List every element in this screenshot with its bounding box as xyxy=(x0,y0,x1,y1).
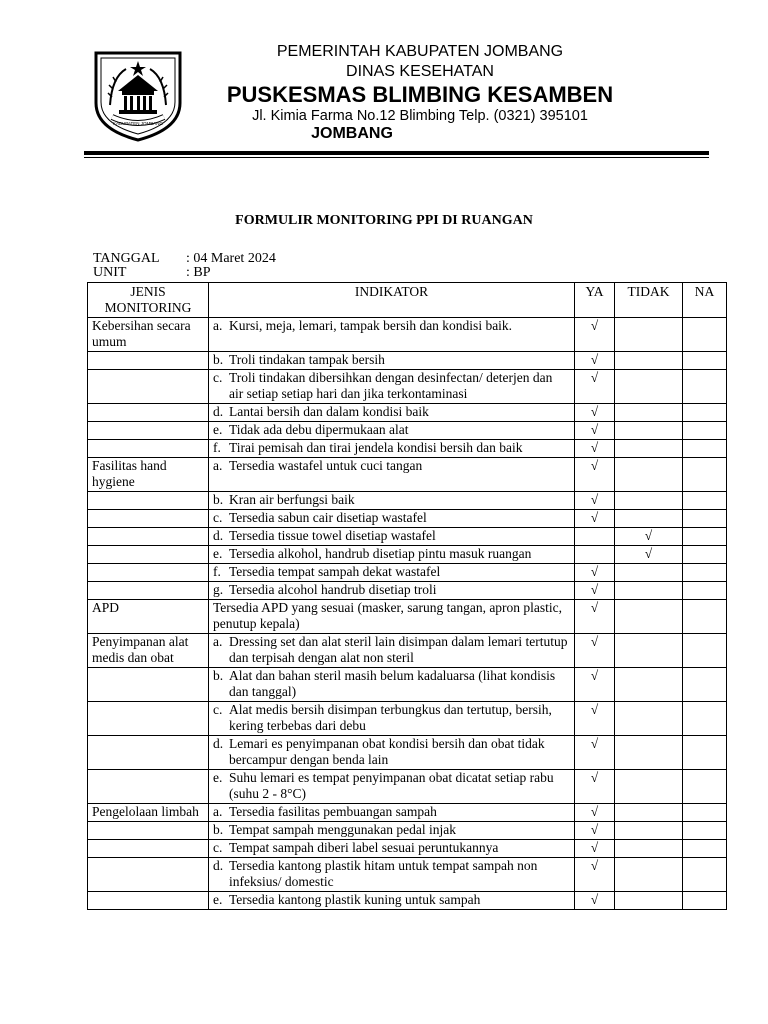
indicator-wrap xyxy=(213,804,570,820)
check-na xyxy=(683,822,727,840)
check-ya: √ xyxy=(575,458,615,492)
header-na: NA xyxy=(683,283,727,318)
form-title: FORMULIR MONITORING PPI DI RUANGAN xyxy=(235,213,533,228)
indicator-text: Troli tindakan dibersihkan dengan desinfectan/ deterjen dan air setiap setiap hari dan jika terkontaminasi xyxy=(229,370,553,401)
check-tidak xyxy=(615,458,683,492)
indicator-wrap xyxy=(213,528,570,544)
row-category xyxy=(88,546,209,564)
check-na xyxy=(683,668,727,702)
indicator-wrap xyxy=(213,582,570,598)
row-indicator xyxy=(209,634,575,668)
indicator-wrap xyxy=(213,858,570,890)
indicator-wrap xyxy=(213,370,570,402)
check-tidak xyxy=(615,404,683,422)
row-indicator xyxy=(209,582,575,600)
check-tidak xyxy=(615,510,683,528)
row-indicator xyxy=(209,370,575,404)
check-tidak xyxy=(615,822,683,840)
check-tidak xyxy=(615,422,683,440)
check-tidak xyxy=(615,892,683,910)
check-ya xyxy=(575,528,615,546)
indicator-wrap xyxy=(213,458,570,474)
table-row xyxy=(88,804,727,822)
row-indicator xyxy=(209,736,575,770)
row-category xyxy=(88,582,209,600)
row-indicator xyxy=(209,318,575,352)
check-na xyxy=(683,840,727,858)
indicator-text: Tersedia kantong plastik kuning untuk sampah xyxy=(229,892,481,907)
check-ya: √ xyxy=(575,840,615,858)
check-ya: √ xyxy=(575,318,615,352)
indicator-letter: d. xyxy=(213,404,224,419)
indicator-wrap xyxy=(213,840,570,856)
indicator-text: Alat medis bersih disimpan terbungkus dan tertutup, bersih, kering terbebas dari debu xyxy=(229,702,552,733)
indicator-letter: f. xyxy=(213,564,221,579)
indicator-letter: d. xyxy=(213,528,224,543)
row-category: APD xyxy=(88,600,209,634)
indicator-wrap xyxy=(213,736,570,768)
table-row xyxy=(88,564,727,582)
row-indicator xyxy=(209,492,575,510)
check-na xyxy=(683,492,727,510)
row-indicator xyxy=(209,546,575,564)
table-row xyxy=(88,822,727,840)
indicator-wrap xyxy=(213,822,570,838)
row-indicator xyxy=(209,770,575,804)
table-row xyxy=(88,702,727,736)
check-tidak: √ xyxy=(615,528,683,546)
table-row xyxy=(88,440,727,458)
check-ya: √ xyxy=(575,702,615,736)
check-na xyxy=(683,770,727,804)
row-indicator xyxy=(209,822,575,840)
check-ya: √ xyxy=(575,564,615,582)
indicator-wrap xyxy=(213,492,570,508)
check-na xyxy=(683,736,727,770)
check-ya: √ xyxy=(575,822,615,840)
table-row xyxy=(88,422,727,440)
check-na xyxy=(683,404,727,422)
row-category xyxy=(88,422,209,440)
check-na xyxy=(683,510,727,528)
check-na xyxy=(683,600,727,634)
row-category xyxy=(88,528,209,546)
table-row xyxy=(88,600,727,634)
row-indicator xyxy=(209,510,575,528)
table-row xyxy=(88,736,727,770)
header-department: DINAS KESEHATAN xyxy=(346,63,494,80)
indicator-text: Suhu lemari es tempat penyimpanan obat dicatat setiap rabu (suhu 2 - 8°C) xyxy=(229,770,554,801)
row-category xyxy=(88,770,209,804)
check-tidak xyxy=(615,600,683,634)
table-row xyxy=(88,370,727,404)
check-tidak xyxy=(615,564,683,582)
check-tidak xyxy=(615,440,683,458)
indicator-wrap xyxy=(213,600,570,632)
check-na xyxy=(683,702,727,736)
check-ya: √ xyxy=(575,370,615,404)
row-indicator xyxy=(209,702,575,736)
row-category: Fasilitas hand hygiene xyxy=(88,458,209,492)
row-indicator xyxy=(209,422,575,440)
row-category xyxy=(88,370,209,404)
table-header-row xyxy=(88,283,727,318)
monitoring-table xyxy=(87,282,727,910)
check-ya: √ xyxy=(575,422,615,440)
table-row xyxy=(88,546,727,564)
row-category xyxy=(88,404,209,422)
indicator-text: Tersedia alcohol handrub disetiap troli xyxy=(229,582,437,597)
check-tidak xyxy=(615,668,683,702)
check-ya xyxy=(575,546,615,564)
table-row xyxy=(88,858,727,892)
header-government: PEMERINTAH KABUPATEN JOMBANG xyxy=(276,43,564,60)
table-row xyxy=(88,840,727,858)
indicator-wrap xyxy=(213,440,570,456)
indicator-text: Lemari es penyimpanan obat kondisi bersih dan obat tidak bercampur dengan benda lain xyxy=(229,736,545,767)
indicator-wrap xyxy=(213,422,570,438)
check-na xyxy=(683,634,727,668)
indicator-wrap xyxy=(213,564,570,580)
check-na xyxy=(683,804,727,822)
header-institution: PUSKESMAS BLIMBING KESAMBEN xyxy=(226,82,614,107)
row-category xyxy=(88,822,209,840)
table-row xyxy=(88,634,727,668)
check-ya: √ xyxy=(575,804,615,822)
row-indicator xyxy=(209,858,575,892)
table-row xyxy=(88,510,727,528)
check-ya: √ xyxy=(575,492,615,510)
table-row xyxy=(88,582,727,600)
check-na xyxy=(683,582,727,600)
row-category xyxy=(88,510,209,528)
row-category xyxy=(88,858,209,892)
indicator-letter: c. xyxy=(213,510,223,525)
indicator-wrap xyxy=(213,668,570,700)
indicator-text: Tempat sampah diberi label sesuai peruntukannya xyxy=(229,840,499,855)
check-tidak xyxy=(615,582,683,600)
check-tidak xyxy=(615,840,683,858)
check-ya: √ xyxy=(575,582,615,600)
check-tidak xyxy=(615,858,683,892)
row-indicator xyxy=(209,600,575,634)
check-ya: √ xyxy=(575,634,615,668)
row-category: Pengelolaan limbah xyxy=(88,804,209,822)
check-ya: √ xyxy=(575,736,615,770)
row-category xyxy=(88,736,209,770)
row-category xyxy=(88,352,209,370)
indicator-text: Tersedia sabun cair disetiap wastafel xyxy=(229,510,427,525)
table-body xyxy=(88,318,727,910)
check-na xyxy=(683,858,727,892)
check-tidak xyxy=(615,702,683,736)
indicator-letter: c. xyxy=(213,370,223,385)
table-row xyxy=(88,528,727,546)
indicator-letter: d. xyxy=(213,858,224,873)
header-ya: YA xyxy=(575,283,615,318)
table-row xyxy=(88,318,727,352)
check-ya: √ xyxy=(575,892,615,910)
header-divider-thick xyxy=(84,151,709,155)
indicator-wrap xyxy=(213,892,570,908)
row-indicator xyxy=(209,404,575,422)
indicator-text: Tirai pemisah dan tirai jendela kondisi bersih dan baik xyxy=(229,440,523,455)
table-row xyxy=(88,404,727,422)
indicator-text: Kran air berfungsi baik xyxy=(229,492,355,507)
check-tidak xyxy=(615,736,683,770)
check-tidak xyxy=(615,318,683,352)
indicator-text: Troli tindakan tampak bersih xyxy=(229,352,385,367)
row-indicator xyxy=(209,840,575,858)
check-ya: √ xyxy=(575,668,615,702)
indicator-wrap xyxy=(213,546,570,562)
indicator-text: Lantai bersih dan dalam kondisi baik xyxy=(229,404,429,419)
row-indicator xyxy=(209,892,575,910)
check-tidak xyxy=(615,352,683,370)
indicator-text: Tidak ada debu dipermukaan alat xyxy=(229,422,409,437)
indicator-wrap xyxy=(213,510,570,526)
indicator-text: Tersedia wastafel untuk cuci tangan xyxy=(229,458,423,473)
row-indicator xyxy=(209,440,575,458)
tanggal-value: : 04 Maret 2024 xyxy=(186,251,276,266)
check-ya: √ xyxy=(575,510,615,528)
indicator-wrap xyxy=(213,318,570,334)
indicator-text: Tersedia tissue towel disetiap wastafel xyxy=(229,528,436,543)
indicator-text: Tersedia fasilitas pembuangan sampah xyxy=(229,804,437,819)
table-row xyxy=(88,492,727,510)
check-tidak xyxy=(615,770,683,804)
check-na xyxy=(683,352,727,370)
row-category xyxy=(88,668,209,702)
check-na xyxy=(683,422,727,440)
check-na xyxy=(683,564,727,582)
indicator-letter: e. xyxy=(213,546,223,561)
row-category xyxy=(88,840,209,858)
check-na xyxy=(683,546,727,564)
indicator-letter: c. xyxy=(213,840,223,855)
unit-row xyxy=(93,265,211,281)
row-indicator xyxy=(209,564,575,582)
table-row xyxy=(88,458,727,492)
indicator-letter: g. xyxy=(213,582,224,597)
indicator-letter: a. xyxy=(213,458,223,473)
indicator-text: Tempat sampah menggunakan pedal injak xyxy=(229,822,456,837)
indicator-letter: e. xyxy=(213,770,223,785)
row-category xyxy=(88,440,209,458)
indicator-letter: b. xyxy=(213,668,224,683)
indicator-letter: b. xyxy=(213,352,224,367)
header-divider-thin xyxy=(84,157,709,158)
check-tidak xyxy=(615,370,683,404)
header-address: Jl. Kimia Farma No.12 Blimbing Telp. (0321) 395101 xyxy=(252,108,588,124)
tanggal-label: TANGGAL xyxy=(93,251,160,266)
indicator-text: Tersedia tempat sampah dekat wastafel xyxy=(229,564,441,579)
indicator-text: Tersedia APD yang sesuai (masker, sarung tangan, apron plastic, penutup kepala) xyxy=(213,600,563,631)
logo-text: KABUPATEN JOMBANG xyxy=(112,121,164,126)
header-jenis: JENIS MONITORING xyxy=(88,283,209,318)
row-indicator xyxy=(209,458,575,492)
indicator-wrap xyxy=(213,770,570,802)
indicator-letter: b. xyxy=(213,492,224,507)
check-tidak xyxy=(615,492,683,510)
check-ya: √ xyxy=(575,600,615,634)
indicator-letter: a. xyxy=(213,634,223,649)
header-indikator: INDIKATOR xyxy=(209,283,575,318)
row-indicator xyxy=(209,668,575,702)
row-category xyxy=(88,564,209,582)
check-na xyxy=(683,892,727,910)
indicator-letter: a. xyxy=(213,318,223,333)
check-na xyxy=(683,440,727,458)
check-na xyxy=(683,318,727,352)
indicator-wrap xyxy=(213,352,570,368)
row-indicator xyxy=(209,804,575,822)
indicator-letter: c. xyxy=(213,702,223,717)
indicator-text: Dressing set dan alat steril lain disimpan dalam lemari tertutup dan terpisah dengan alat non steril xyxy=(229,634,568,665)
row-category xyxy=(88,702,209,736)
unit-value: : BP xyxy=(186,265,211,280)
row-category: Penyimpanan alat medis dan obat xyxy=(88,634,209,668)
check-tidak: √ xyxy=(615,546,683,564)
indicator-letter: d. xyxy=(213,736,224,751)
indicator-letter: f. xyxy=(213,440,221,455)
check-na xyxy=(683,370,727,404)
check-na xyxy=(683,528,727,546)
indicator-wrap xyxy=(213,634,570,666)
indicator-text: Alat dan bahan steril masih belum kadaluarsa (lihat kondisis dan tanggal) xyxy=(229,668,556,699)
indicator-text: Kursi, meja, lemari, tampak bersih dan kondisi baik. xyxy=(229,318,513,333)
indicator-letter: b. xyxy=(213,822,224,837)
table-row xyxy=(88,892,727,910)
header-tidak: TIDAK xyxy=(615,283,683,318)
check-ya: √ xyxy=(575,440,615,458)
check-ya: √ xyxy=(575,404,615,422)
row-category xyxy=(88,492,209,510)
table-row xyxy=(88,770,727,804)
table-row xyxy=(88,352,727,370)
indicator-letter: e. xyxy=(213,892,223,907)
indicator-letter: e. xyxy=(213,422,223,437)
header-city: JOMBANG xyxy=(311,125,393,142)
indicator-text: Tersedia kantong plastik hitam untuk tempat sampah non infeksius/ domestic xyxy=(229,858,538,889)
indicator-letter: a. xyxy=(213,804,223,819)
check-na xyxy=(683,458,727,492)
check-ya: √ xyxy=(575,352,615,370)
row-indicator xyxy=(209,528,575,546)
row-category xyxy=(88,892,209,910)
row-indicator xyxy=(209,352,575,370)
check-tidak xyxy=(615,804,683,822)
check-tidak xyxy=(615,634,683,668)
indicator-text: Tersedia alkohol, handrub disetiap pintu masuk ruangan xyxy=(229,546,532,561)
row-category: Kebersihan secara umum xyxy=(88,318,209,352)
indicator-wrap xyxy=(213,404,570,420)
check-ya: √ xyxy=(575,770,615,804)
indicator-wrap xyxy=(213,702,570,734)
table-row xyxy=(88,668,727,702)
check-ya: √ xyxy=(575,858,615,892)
unit-label: UNIT xyxy=(93,265,127,280)
